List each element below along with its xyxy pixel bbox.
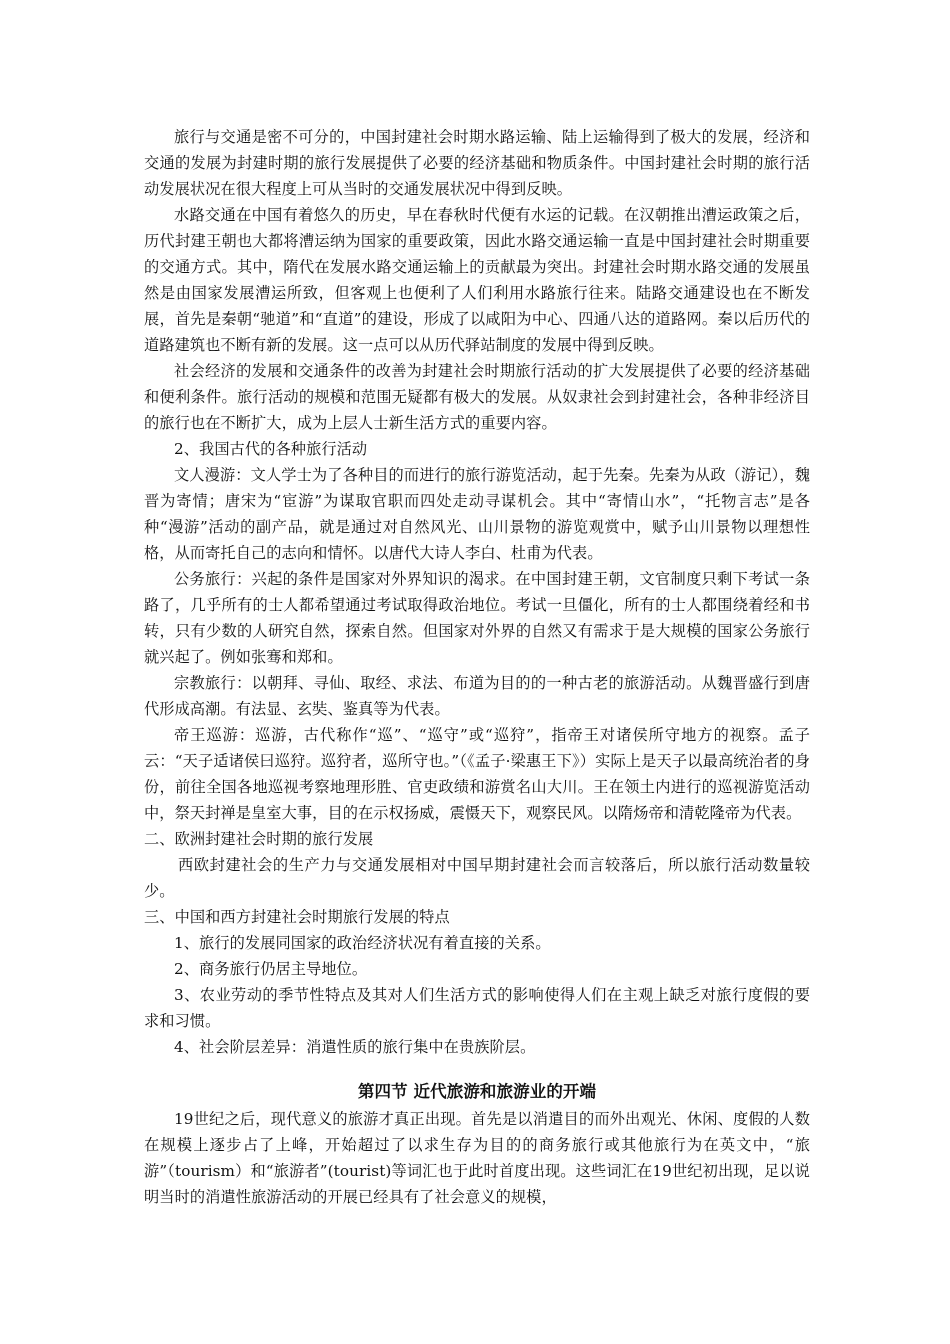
subheading-ancient-travel-types: 2、我国古代的各种旅行活动 xyxy=(174,440,368,458)
subheading-features: 三、中国和西方封建社会时期旅行发展的特点 xyxy=(144,908,450,926)
subheading-europe-feudal-travel: 二、欧洲封建社会时期的旅行发展 xyxy=(144,830,374,848)
paragraph-social-economy: 社会经济的发展和交通条件的改善为封建社会时期旅行活动的扩大发展提供了必要的经济基础和便利条件。旅行活动的规模和范围无疑都有极大的发展。从奴隶社会到封建社会，各种非经济目的旅行也在不断扩大，成为上层人士新生活方式的重要内容。 xyxy=(144,362,810,432)
section-heading: 第四节 近代旅游和旅游业的开端 xyxy=(357,1082,597,1101)
paragraph-travel-and-transport: 旅行与交通是密不可分的，中国封建社会时期水路运输、陆上运输得到了极大的发展，经济和交通的发展为封建时期的旅行发展提供了必要的经济基础和物质条件。中国封建社会时期的旅行活动发展状况在很大程度上可从当时的交通发展状况中得到反映。 xyxy=(144,128,810,198)
document-body xyxy=(144,124,810,1210)
list-item-feature-3: 3、农业劳动的季节性特点及其对人们生活方式的影响使得人们在主观上缺乏对旅行度假的要求和习惯。 xyxy=(144,986,810,1030)
paragraph-western-europe: 西欧封建社会的生产力与交通发展相对中国早期封建社会而言较落后，所以旅行活动数量较少。 xyxy=(144,856,810,900)
list-item-feature-1: 1、旅行的发展同国家的政治经济状况有着直接的关系。 xyxy=(174,934,551,952)
paragraph-modern-tourism: 19世纪之后，现代意义的旅游才真正出现。首先是以消遣目的而外出观光、休闲、度假的人数在规模上逐步占了上峰，开始超过了以求生存为目的的商务旅行或其他旅行为在英文中，“旅游”（tourism）和“旅游者”(tourist)等词汇也于此时首度出现。这些词汇在19世纪初出现，足以说明当时的消遣性旅游活动的开展已经具有了社会意义的规模， xyxy=(144,1110,810,1206)
paragraph-religious-travel: 宗教旅行：以朝拜、寻仙、取经、求法、布道为目的的一种古老的旅游活动。从魏晋盛行到唐代形成高潮。有法显、玄奘、鉴真等为代表。 xyxy=(144,674,810,718)
list-item-feature-2: 2、商务旅行仍居主导地位。 xyxy=(174,960,368,978)
list-item-feature-4: 4、社会阶层差异：消遣性质的旅行集中在贵族阶层。 xyxy=(174,1038,536,1056)
paragraph-imperial-tours: 帝王巡游：巡游，古代称作“巡”、“巡守”或“巡狩”，指帝王对诸侯所守地方的视察。孟子云：“天子适诸侯曰巡狩。巡狩者，巡所守也。”（《孟子·梁惠王下》）实际上是天子以最高统治者的身份，前往全国各地巡视考察地理形胜、官吏政绩和游赏名山大川。王在领土内进行的巡视游览活动中，祭天封禅是皇室大事，目的在示权扬威，震慑天下，观察民风。以隋炀帝和清乾隆帝为代表。 xyxy=(144,726,810,822)
paragraph-literati-travel: 文人漫游：文人学士为了各种目的而进行的旅行游览活动，起于先秦。先秦为从政（游记），魏晋为寄情；唐宋为“宦游”为谋取官职而四处走动寻谋机会。其中“寄情山水”，“托物言志”是各种“漫游”活动的副产品，就是通过对自然风光、山川景物的游览观赏中，赋予山川景物以理想性格，从而寄托自己的志向和情怀。以唐代大诗人李白、杜甫为代表。 xyxy=(144,466,810,562)
paragraph-water-transport: 水路交通在中国有着悠久的历史，早在春秋时代便有水运的记载。在汉朝推出漕运政策之后，历代封建王朝也大都将漕运纳为国家的重要政策，因此水路交通运输一直是中国封建社会时期重要的交通方式。其中，隋代在发展水路交通运输上的贡献最为突出。封建社会时期水路交通的发展虽然是由国家发展漕运所致，但客观上也便利了人们利用水路旅行往来。陆路交通建设也在不断发展，首先是秦朝“驰道”和“直道”的建设，形成了以咸阳为中心、四通八达的道路网。秦以后历代的道路建筑也不断有新的发展。这一点可以从历代驿站制度的发展中得到反映。 xyxy=(144,206,810,354)
paragraph-official-travel: 公务旅行：兴起的条件是国家对外界知识的渴求。在中国封建王朝，文官制度只剩下考试一条路了，几乎所有的士人都希望通过考试取得政治地位。考试一旦僵化，所有的士人都围绕着经和书转，只有少数的人研究自然，探索自然。但国家对外界的自然又有需求于是大规模的国家公务旅行就兴起了。例如张骞和郑和。 xyxy=(144,570,810,666)
